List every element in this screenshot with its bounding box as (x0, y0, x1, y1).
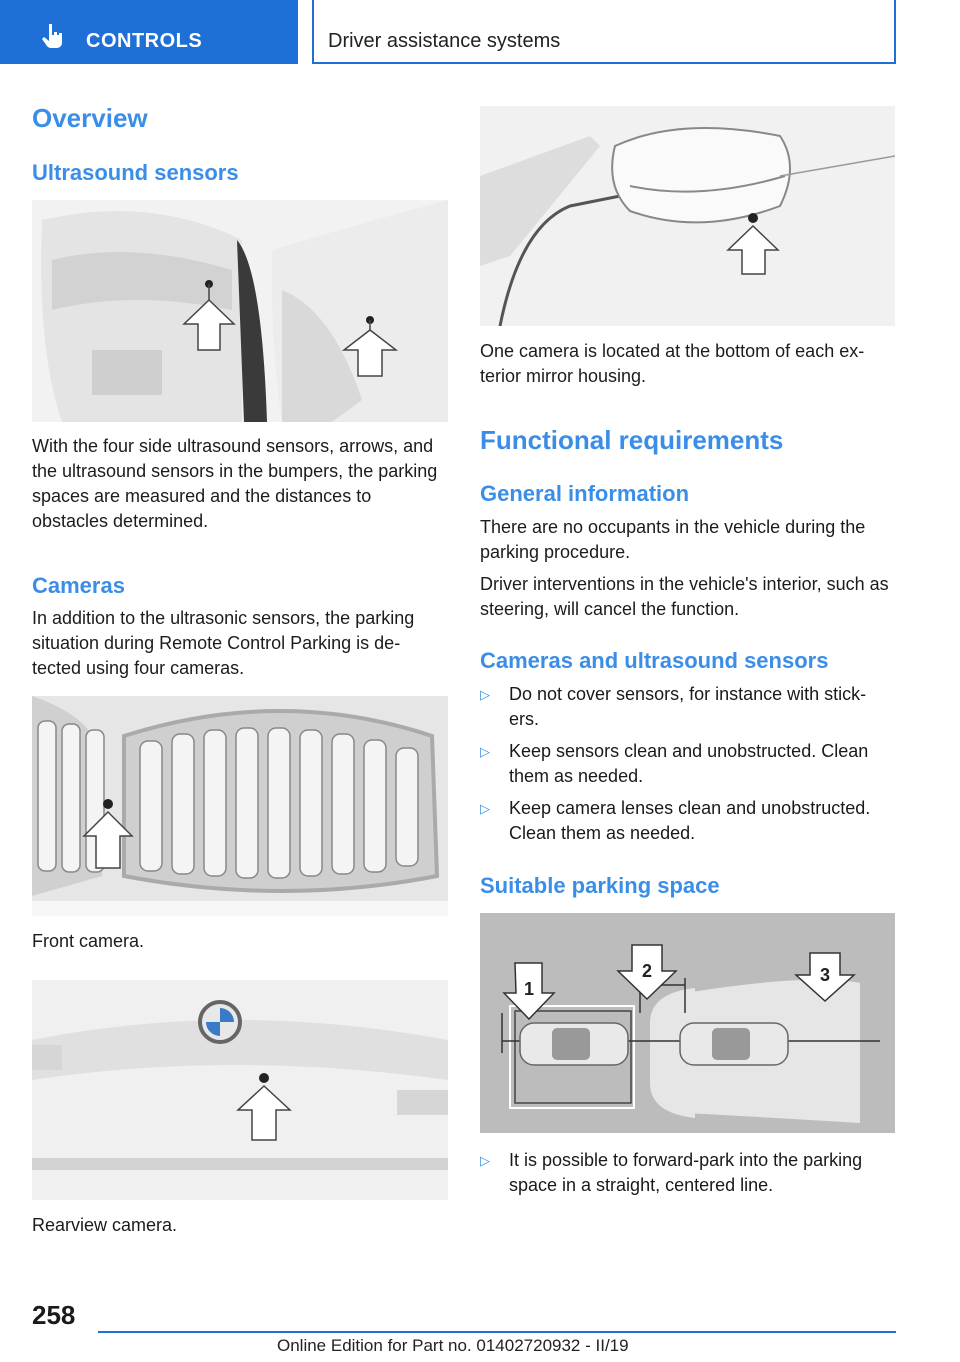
chapter-tab-label: CONTROLS (86, 30, 203, 52)
triangle-bullet-icon: ▷ (480, 687, 490, 702)
cameras-text: In addition to the ultrasonic sensors, the parking situation during Remote Control Parking is de-tected using four cameras. (32, 608, 415, 678)
general-text-2: Driver interventions in the vehicle's interior, such as steering, will cancel the function. (480, 574, 889, 619)
list-item: ▷ It is possible to forward-park into the parking space in a straight, centered line. (480, 1150, 863, 1195)
heading-cameras: Cameras (32, 573, 125, 598)
section-header (312, 0, 896, 64)
triangle-bullet-icon: ▷ (480, 1153, 490, 1168)
mirror-camera-figure (480, 106, 895, 326)
footer-divider (98, 1331, 896, 1333)
heading-ultrasound-sensors: Ultrasound sensors (32, 160, 239, 185)
list-item: ▷ Keep camera lenses clean and unobstructed. Clean them as needed. (480, 798, 871, 843)
list-item: ▷ Do not cover sensors, for instance with stick-ers. (480, 684, 867, 729)
heading-suitable-parking-space: Suitable parking space (480, 873, 720, 898)
heading-functional-requirements: Functional requirements (480, 425, 784, 455)
triangle-bullet-icon: ▷ (480, 744, 490, 759)
parking-label-2: 2 (641, 961, 653, 981)
mirror-camera-caption: One camera is located at the bottom of each ex-terior mirror housing. (480, 341, 865, 386)
parking-label-1: 1 (523, 979, 535, 999)
parking-space-figure (480, 913, 895, 1133)
rearview-camera-figure (32, 980, 448, 1200)
hand-pointer-icon (40, 22, 66, 48)
parking-label-3: 3 (819, 965, 831, 985)
chapter-tab[interactable] (0, 0, 298, 64)
rearview-camera-caption: Rearview camera. (32, 1215, 178, 1235)
page-number: 258 (32, 1300, 76, 1330)
list-item: ▷ Keep sensors clean and unobstructed. Clean them as needed. (480, 741, 869, 786)
heading-cameras-ultrasound-sensors: Cameras and ultrasound sensors (480, 648, 829, 673)
ultrasound-sensors-figure (32, 200, 448, 422)
front-camera-caption: Front camera. (32, 931, 145, 951)
heading-overview: Overview (32, 103, 148, 133)
heading-general-information: General information (480, 481, 690, 506)
front-camera-figure (32, 696, 448, 916)
ultrasound-sensors-text: With the four side ultrasound sensors, arrows, and the ultrasound sensors in the bumpers, the parking spaces are measured and the distances to obstacles determined. (32, 436, 438, 531)
section-title: Driver assistance systems (328, 30, 561, 52)
triangle-bullet-icon: ▷ (480, 801, 490, 816)
edition-text: Online Edition for Part no. 01402720932 - II/19 (277, 1336, 629, 1355)
general-text-1: There are no occupants in the vehicle during the parking procedure. (480, 517, 866, 562)
